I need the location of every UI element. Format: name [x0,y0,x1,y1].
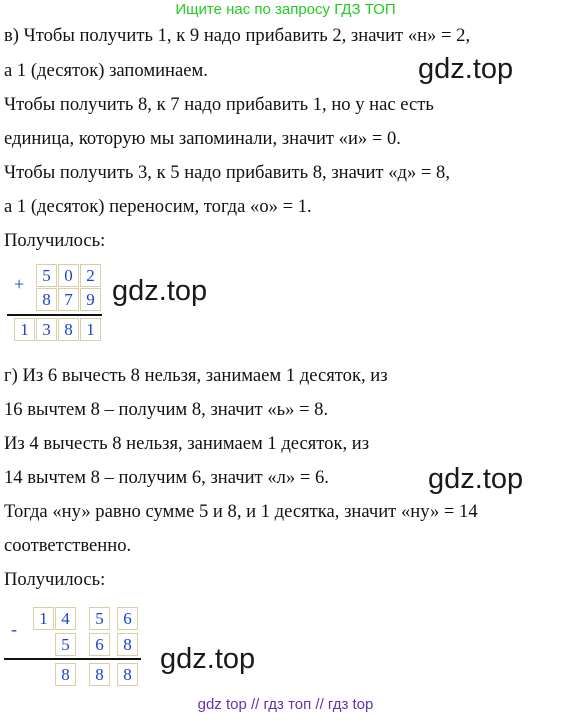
digit: 4 [55,607,76,630]
difference-line [4,658,141,660]
text-line: а 1 (десяток) переносим, тогда «о» = 1. [4,196,312,217]
digit: 6 [117,607,138,630]
digit: 1 [33,607,54,630]
text-line: Чтобы получить 3, к 5 надо прибавить 8, значит «д» = 8, [4,162,450,183]
digit: 1 [80,318,101,341]
digit: 5 [36,264,57,287]
digit: 8 [117,633,138,656]
plus-sign: + [14,274,25,294]
digit: 8 [89,663,110,686]
footer-links[interactable]: gdz top // гдз топ // гдз top [197,696,374,713]
digit: 3 [36,318,57,341]
digit: 1 [14,318,35,341]
addition-column [7,264,122,344]
digit: 8 [58,318,79,341]
sum-line [7,314,102,316]
digit: 8 [117,663,138,686]
watermark: gdz.top [160,643,256,675]
digit: 7 [58,288,79,311]
text-line: Из 4 вычесть 8 нельзя, занимаем 1 десяток, из [4,433,370,454]
digit: 8 [55,663,76,686]
digit: 9 [80,288,101,311]
top-banner: Ищите нас по запросу ГДЗ ТОП [175,1,396,18]
text-line: единица, которую мы запоминали, значит «и» = 0. [4,128,401,149]
text-line: а 1 (десяток) запоминаем. [4,60,208,81]
text-line: г) Из 6 вычесть 8 нельзя, занимаем 1 десяток, из [4,365,388,386]
text-line: в) Чтобы получить 1, к 9 надо прибавить 2, значит «н» = 2, [4,25,471,46]
text-line: 16 вычтем 8 – получим 8, значит «ь» = 8. [4,399,329,420]
digit: 5 [89,607,110,630]
digit: 2 [80,264,101,287]
watermark: gdz.top [428,463,524,495]
subtraction-column [7,607,142,687]
watermark: gdz.top [418,53,514,85]
watermark: gdz.top [112,275,208,307]
text-line: Получилось: [4,569,106,590]
text-line: Тогда «ну» равно сумме 5 и 8, и 1 десятка, значит «ну» = 14 [4,501,478,522]
digit: 0 [58,264,79,287]
text-line: 14 вычтем 8 – получим 6, значит «л» = 6. [4,467,329,488]
digit: 5 [55,633,76,656]
text-line: соответственно. [4,535,132,556]
minus-sign: - [11,619,17,639]
digit: 8 [36,288,57,311]
text-line: Получилось: [4,230,106,251]
digit: 6 [89,633,110,656]
text-line: Чтобы получить 8, к 7 надо прибавить 1, но у нас есть [4,94,434,115]
